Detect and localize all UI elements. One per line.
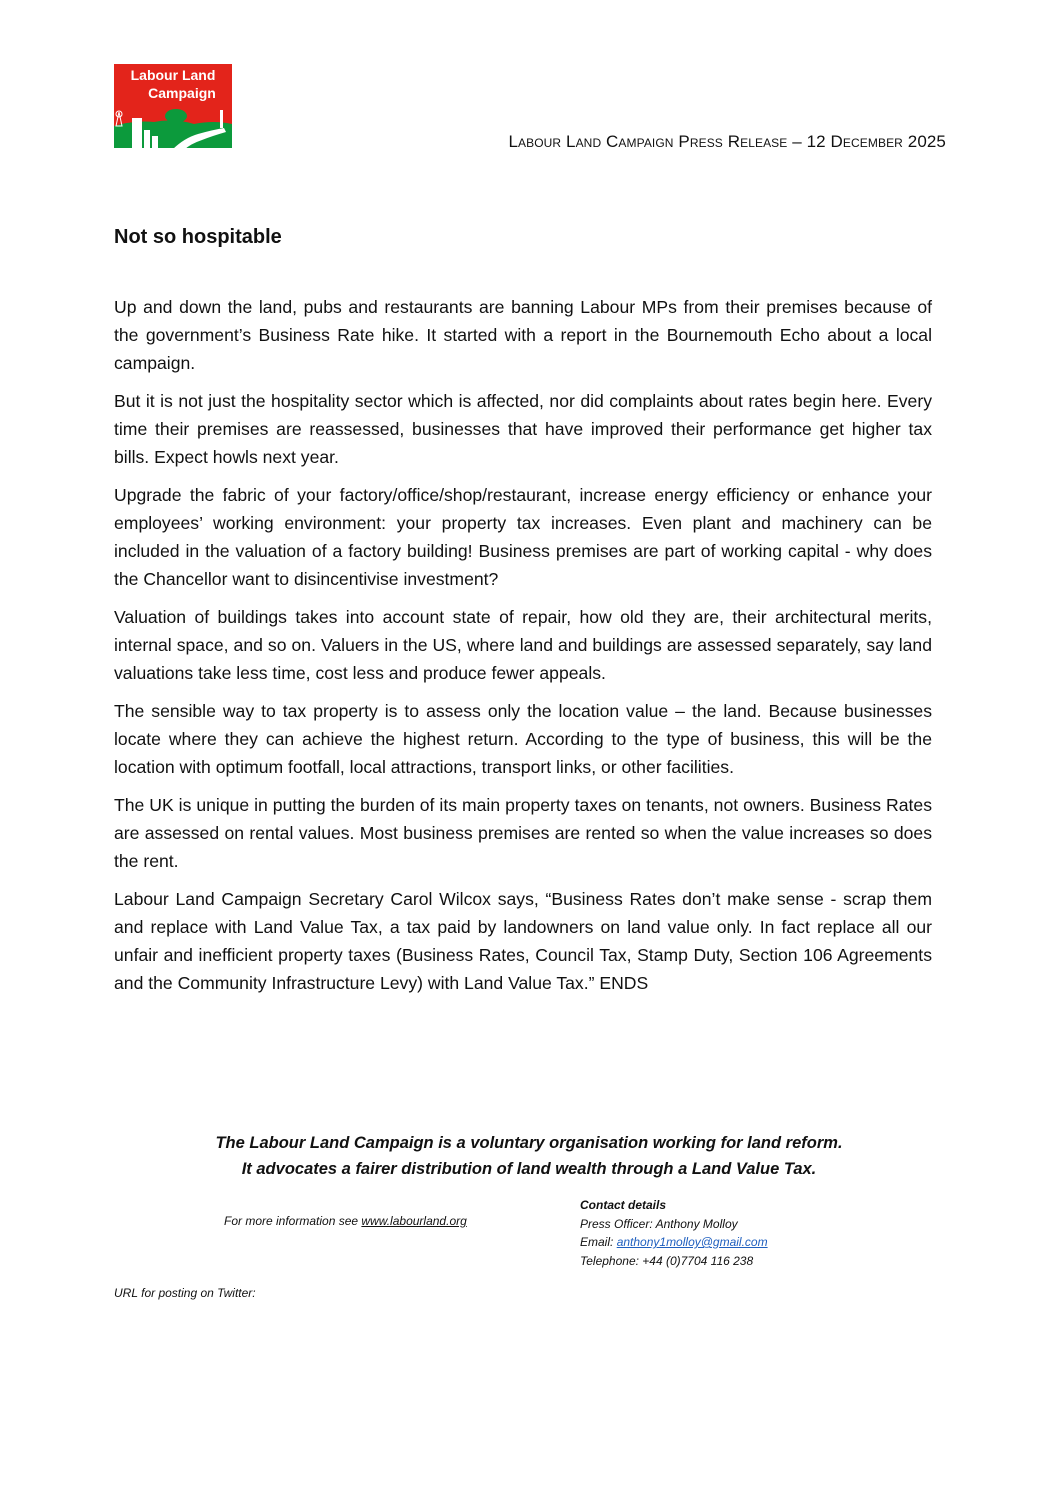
logo-text-line1: Labour Land — [130, 67, 216, 83]
logo-text-line2: Campaign — [148, 85, 216, 101]
tagline-line-1: The Labour Land Campaign is a voluntary organisation working for land reform. — [215, 1134, 843, 1152]
logo-tree-trunk — [174, 119, 178, 127]
twitter-url-label: URL for posting on Twitter: — [114, 1286, 256, 1300]
labour-land-campaign-logo — [114, 64, 232, 150]
press-officer: Press Officer: Anthony Molloy — [580, 1216, 738, 1231]
logo-small-building — [152, 136, 158, 148]
article-body — [114, 293, 932, 1007]
article-title: Not so hospitable — [114, 226, 282, 248]
contact-email-row — [580, 1233, 768, 1252]
logo-tower-block — [132, 118, 142, 148]
contact-heading: Contact details — [580, 1198, 667, 1212]
logo-base — [114, 148, 232, 150]
email-label: Email: — [580, 1235, 617, 1249]
article-paragraph: The sensible way to tax property is to assess only the location value – the land. Because businesses locate where they can achieve the highest return. According to the type of business, this will be the location with optimum footfall, local attractions, transport links, or other facilities. — [114, 701, 932, 777]
contact-details — [580, 1196, 768, 1270]
telephone: Telephone: +44 (0)7704 116 238 — [580, 1253, 754, 1268]
press-release-header: Labour Land Campaign Press Release – 12 December 2025 — [508, 132, 946, 151]
article-paragraph: Upgrade the fabric of your factory/office/shop/restaurant, increase energy efficiency or enhance your employees’ working environment: your property tax increases. Even plant and machinery can be included in the valuation of a factory building! Business premises are part of working capital - why does the Chancellor want to disincentivise investment? — [114, 485, 932, 589]
more-info-prefix: For more information see — [224, 1214, 362, 1228]
email-link[interactable]: anthony1molloy@gmail.com — [616, 1235, 768, 1249]
logo-chimney — [220, 110, 223, 128]
organisation-tagline — [114, 1130, 944, 1182]
logo-small-building — [144, 130, 150, 148]
article-paragraph: Labour Land Campaign Secretary Carol Wilcox says, “Business Rates don’t make sense - scrap them and replace with Land Value Tax, a tax paid by landowners on land value only. In fact replace all our unfair and inefficient property taxes (Business Rates, Council Tax, Stamp Duty, Section 106 Agreements and the Community Infrastructure Levy) with Land Value Tax.” ENDS — [114, 889, 932, 993]
logo-text — [114, 66, 232, 102]
website-link[interactable]: www.labourland.org — [361, 1214, 467, 1228]
tagline-line-2: It advocates a fairer distribution of land wealth through a Land Value Tax. — [241, 1160, 817, 1178]
article-paragraph: But it is not just the hospitality sector which is affected, nor did complaints about rates begin here. Every time their premises are reassessed, businesses that have improved their performance get higher tax bills. Expect howls next year. — [114, 391, 932, 467]
article-paragraph: Valuation of buildings takes into account state of repair, how old they are, their architectural merits, internal space, and so on. Valuers in the US, where land and buildings are assessed separately, say land valuations take less time, cost less and produce fewer appeals. — [114, 607, 932, 683]
article-paragraph: The UK is unique in putting the burden of its main property taxes on tenants, not owners. Business Rates are assessed on rental values. Most business premises are rented so when the value increases so does the rent. — [114, 795, 932, 871]
more-information — [224, 1214, 467, 1228]
article-paragraph: Up and down the land, pubs and restaurants are banning Labour MPs from their premises because of the government’s Business Rate hike. It started with a report in the Bournemouth Echo about a local campaign. — [114, 297, 932, 373]
